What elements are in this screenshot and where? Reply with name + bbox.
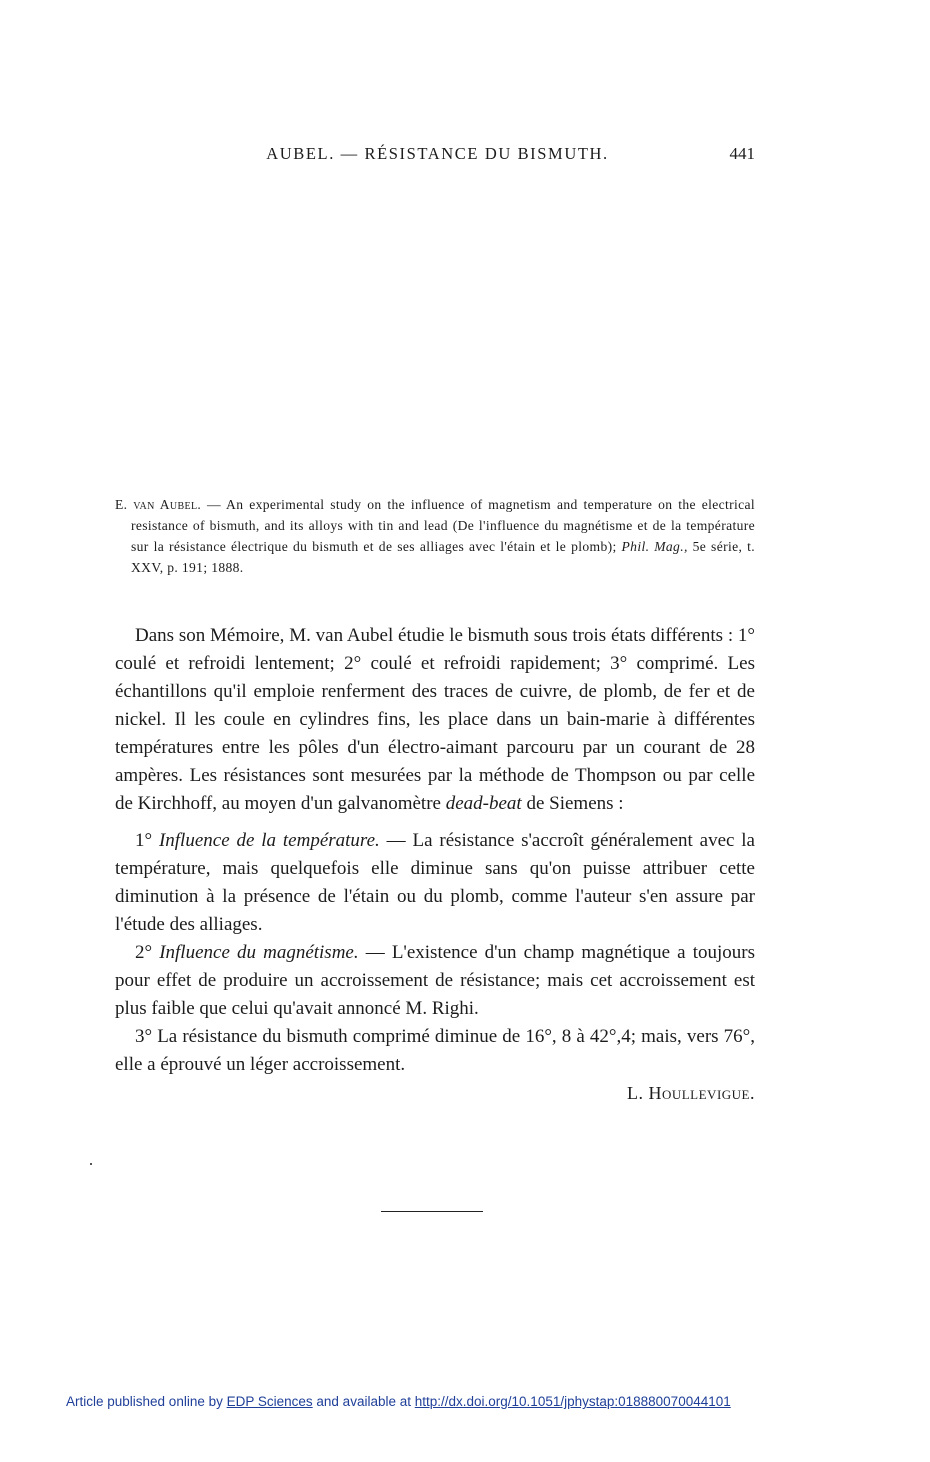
magnetism-number: 2° (135, 942, 160, 963)
paragraph-magnetism (115, 939, 755, 1023)
reference-journal: Phil. Mag., (621, 539, 688, 554)
article-body (115, 622, 755, 1107)
paragraph-intro (115, 622, 755, 818)
reference-paragraph (115, 494, 755, 578)
author-signature (115, 1079, 755, 1107)
intro-end: de Siemens : (521, 793, 624, 814)
page-number: 441 (729, 144, 755, 163)
scan-speck (90, 1163, 92, 1165)
reference-text-2: 5e série, t. XXV, p. 191; 1888. (131, 539, 756, 575)
paragraph-compressed: 3° La résistance du bismuth comprimé diminue de 16°, 8 à 42°,4; mais, vers 76°, elle a éprouvé un léger accroissement. (115, 1026, 755, 1075)
temperature-text: — La résistance s'accroît généralement avec la température, mais quelquefois elle diminue sans qu'on puisse attribuer cette diminution à la présence de l'étain ou du plomb, comme l'auteur s'en assure par l'étude des alliages. (115, 830, 755, 935)
magnetism-title: Influence du magnétisme. (159, 942, 359, 963)
bibliographic-reference (115, 494, 755, 578)
intro-text: Dans son Mémoire, M. van Aubel étudie le bismuth sous trois états différents : 1° coulé et refroidi lentement; 2° coulé et refroidi rapidement; 3° comprimé. Les échantillons qu'il emploie renferment des traces de cuivre, de plomb, de fer et de nickel. Il les coule en cylindres fins, les place dans un bain-marie à différentes températures entre les pôles d'un électro-aimant parcouru par un courant de 28 ampères. Les résistances sont mesurées par la méthode de Thompson ou par celle de Kirchhoff, au moyen d'un galvanomètre (115, 625, 755, 814)
temperature-number: 1° (135, 830, 159, 851)
signature-name: L. Houllevigue. (626, 1083, 755, 1103)
publication-footer (66, 1394, 866, 1409)
publisher-link[interactable]: EDP Sciences (226, 1394, 313, 1409)
paragraph-temperature (115, 827, 755, 939)
magnetism-text: — L'existence d'un champ magnétique a toujours pour effet de produire un accroissement de résistance; mais cet accroissement est plus faible que celui qu'avait annoncé M. Righi. (115, 942, 755, 1019)
reference-author: E. van Aubel. (115, 497, 202, 512)
end-rule (381, 1211, 483, 1212)
running-header (120, 144, 755, 170)
temperature-title: Influence de la température. (158, 830, 380, 851)
footer-middle: and available at (312, 1394, 415, 1409)
running-title: AUBEL. — RÉSISTANCE DU BISMUTH. (266, 144, 609, 163)
intro-italic: dead-beat (445, 793, 522, 814)
reference-text-1: — An experimental study on the influence of magnetism and temperature on the electrical resistance of bismuth, and its alloys with tin and lead (De l'influence du magnétisme et de la température sur la résistance électrique du bismuth et de ses alliages avec l'étain et le plomb); (131, 497, 755, 554)
footer-prefix: Article published online by (66, 1394, 227, 1409)
doi-link[interactable]: http://dx.doi.org/10.1051/jphystap:018880070044101 (414, 1394, 731, 1409)
